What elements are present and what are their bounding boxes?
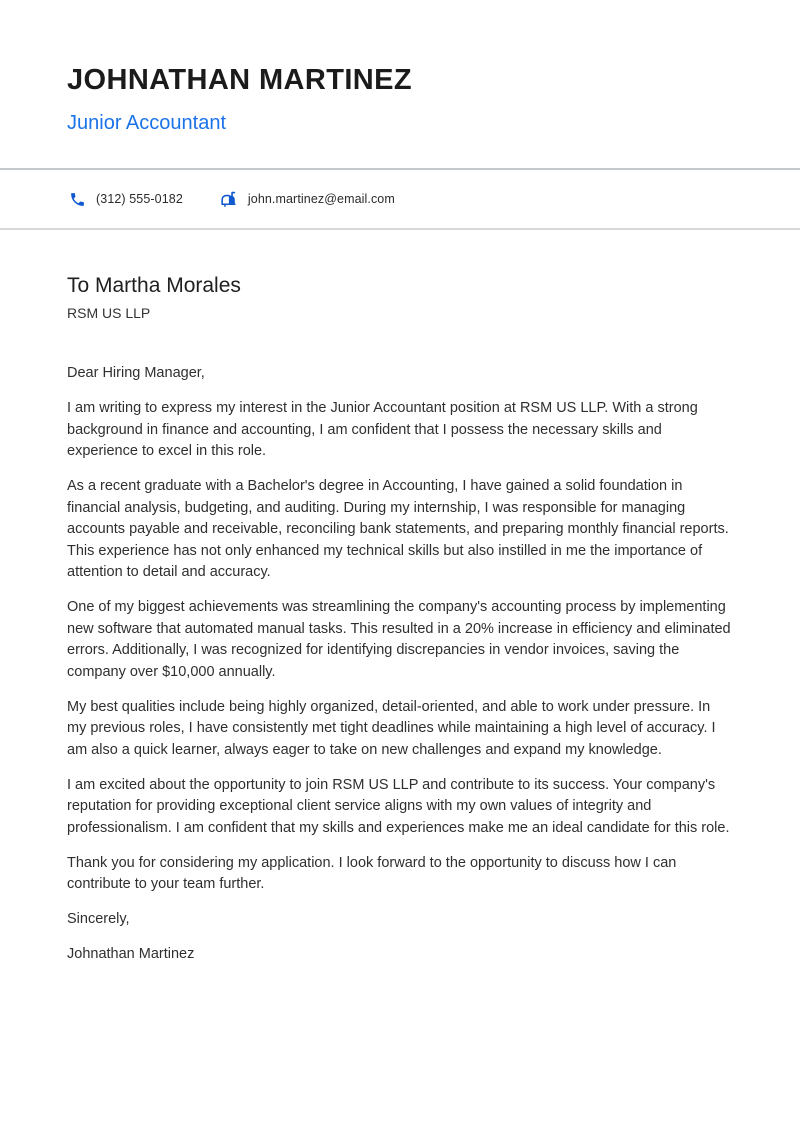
contact-divider <box>0 228 800 230</box>
mailbox-icon <box>219 189 239 209</box>
letter-paragraph: I am excited about the opportunity to join RSM US LLP and contribute to its success. Your company's reputation for providing exceptional client service aligns with my own values of integrity and professionalism. I am confident that my skills and experiences make me an ideal candidate for this role. <box>67 776 730 836</box>
phone-number: (312) 555-0182 <box>96 192 183 206</box>
letter-paragraph: As a recent graduate with a Bachelor's degree in Accounting, I have gained a solid foundation in financial analysis, budgeting, and auditing. During my internship, I was responsible for managing accounts payable and receivable, reconciling bank statements, and preparing monthly financial reports. This experience has not only enhanced my technical skills but also instilled in me the importance of attention to detail and accuracy. <box>67 478 729 580</box>
phone-contact <box>67 189 183 209</box>
letter-paragraph: One of my biggest achievements was streamlining the company's accounting process by implementing new software that automated manual tasks. This resulted in a 20% increase in efficiency and eliminated errors. Additionally, I was recognized for identifying discrepancies in vendor invoices, saving the company over $10,000 annually. <box>67 599 731 680</box>
candidate-name: JOHNATHAN MARTINEZ <box>67 64 412 96</box>
letter-body <box>67 398 733 896</box>
salutation: Dear Hiring Manager, <box>67 365 205 381</box>
letter-paragraph: Thank you for considering my application. I look forward to the opportunity to discuss how I can contribute to your team further. <box>67 854 677 892</box>
letter-paragraph: My best qualities include being highly organized, detail-oriented, and able to work under pressure. In my previous roles, I have consistently met tight deadlines while maintaining a high level of accuracy. I am also a quick learner, always eager to take on new challenges and expand my knowledge. <box>67 698 716 758</box>
recipient-company: RSM US LLP <box>67 305 151 321</box>
phone-icon <box>67 189 87 209</box>
signature-name: Johnathan Martinez <box>67 946 195 962</box>
letter-main <box>0 272 800 966</box>
contact-bar <box>0 170 800 228</box>
letter-text <box>67 363 733 966</box>
email-address: john.martinez@email.com <box>247 192 395 206</box>
letter-header <box>0 0 800 135</box>
recipient-name: To Martha Morales <box>67 274 241 297</box>
email-contact <box>219 189 395 209</box>
job-title: Junior Accountant <box>67 112 226 134</box>
closing: Sincerely, <box>67 911 130 927</box>
letter-paragraph: I am writing to express my interest in the Junior Accountant position at RSM US LLP. With a strong background in finance and accounting, I am confident that I possess the necessary skills and experience to excel in this role. <box>67 400 698 459</box>
